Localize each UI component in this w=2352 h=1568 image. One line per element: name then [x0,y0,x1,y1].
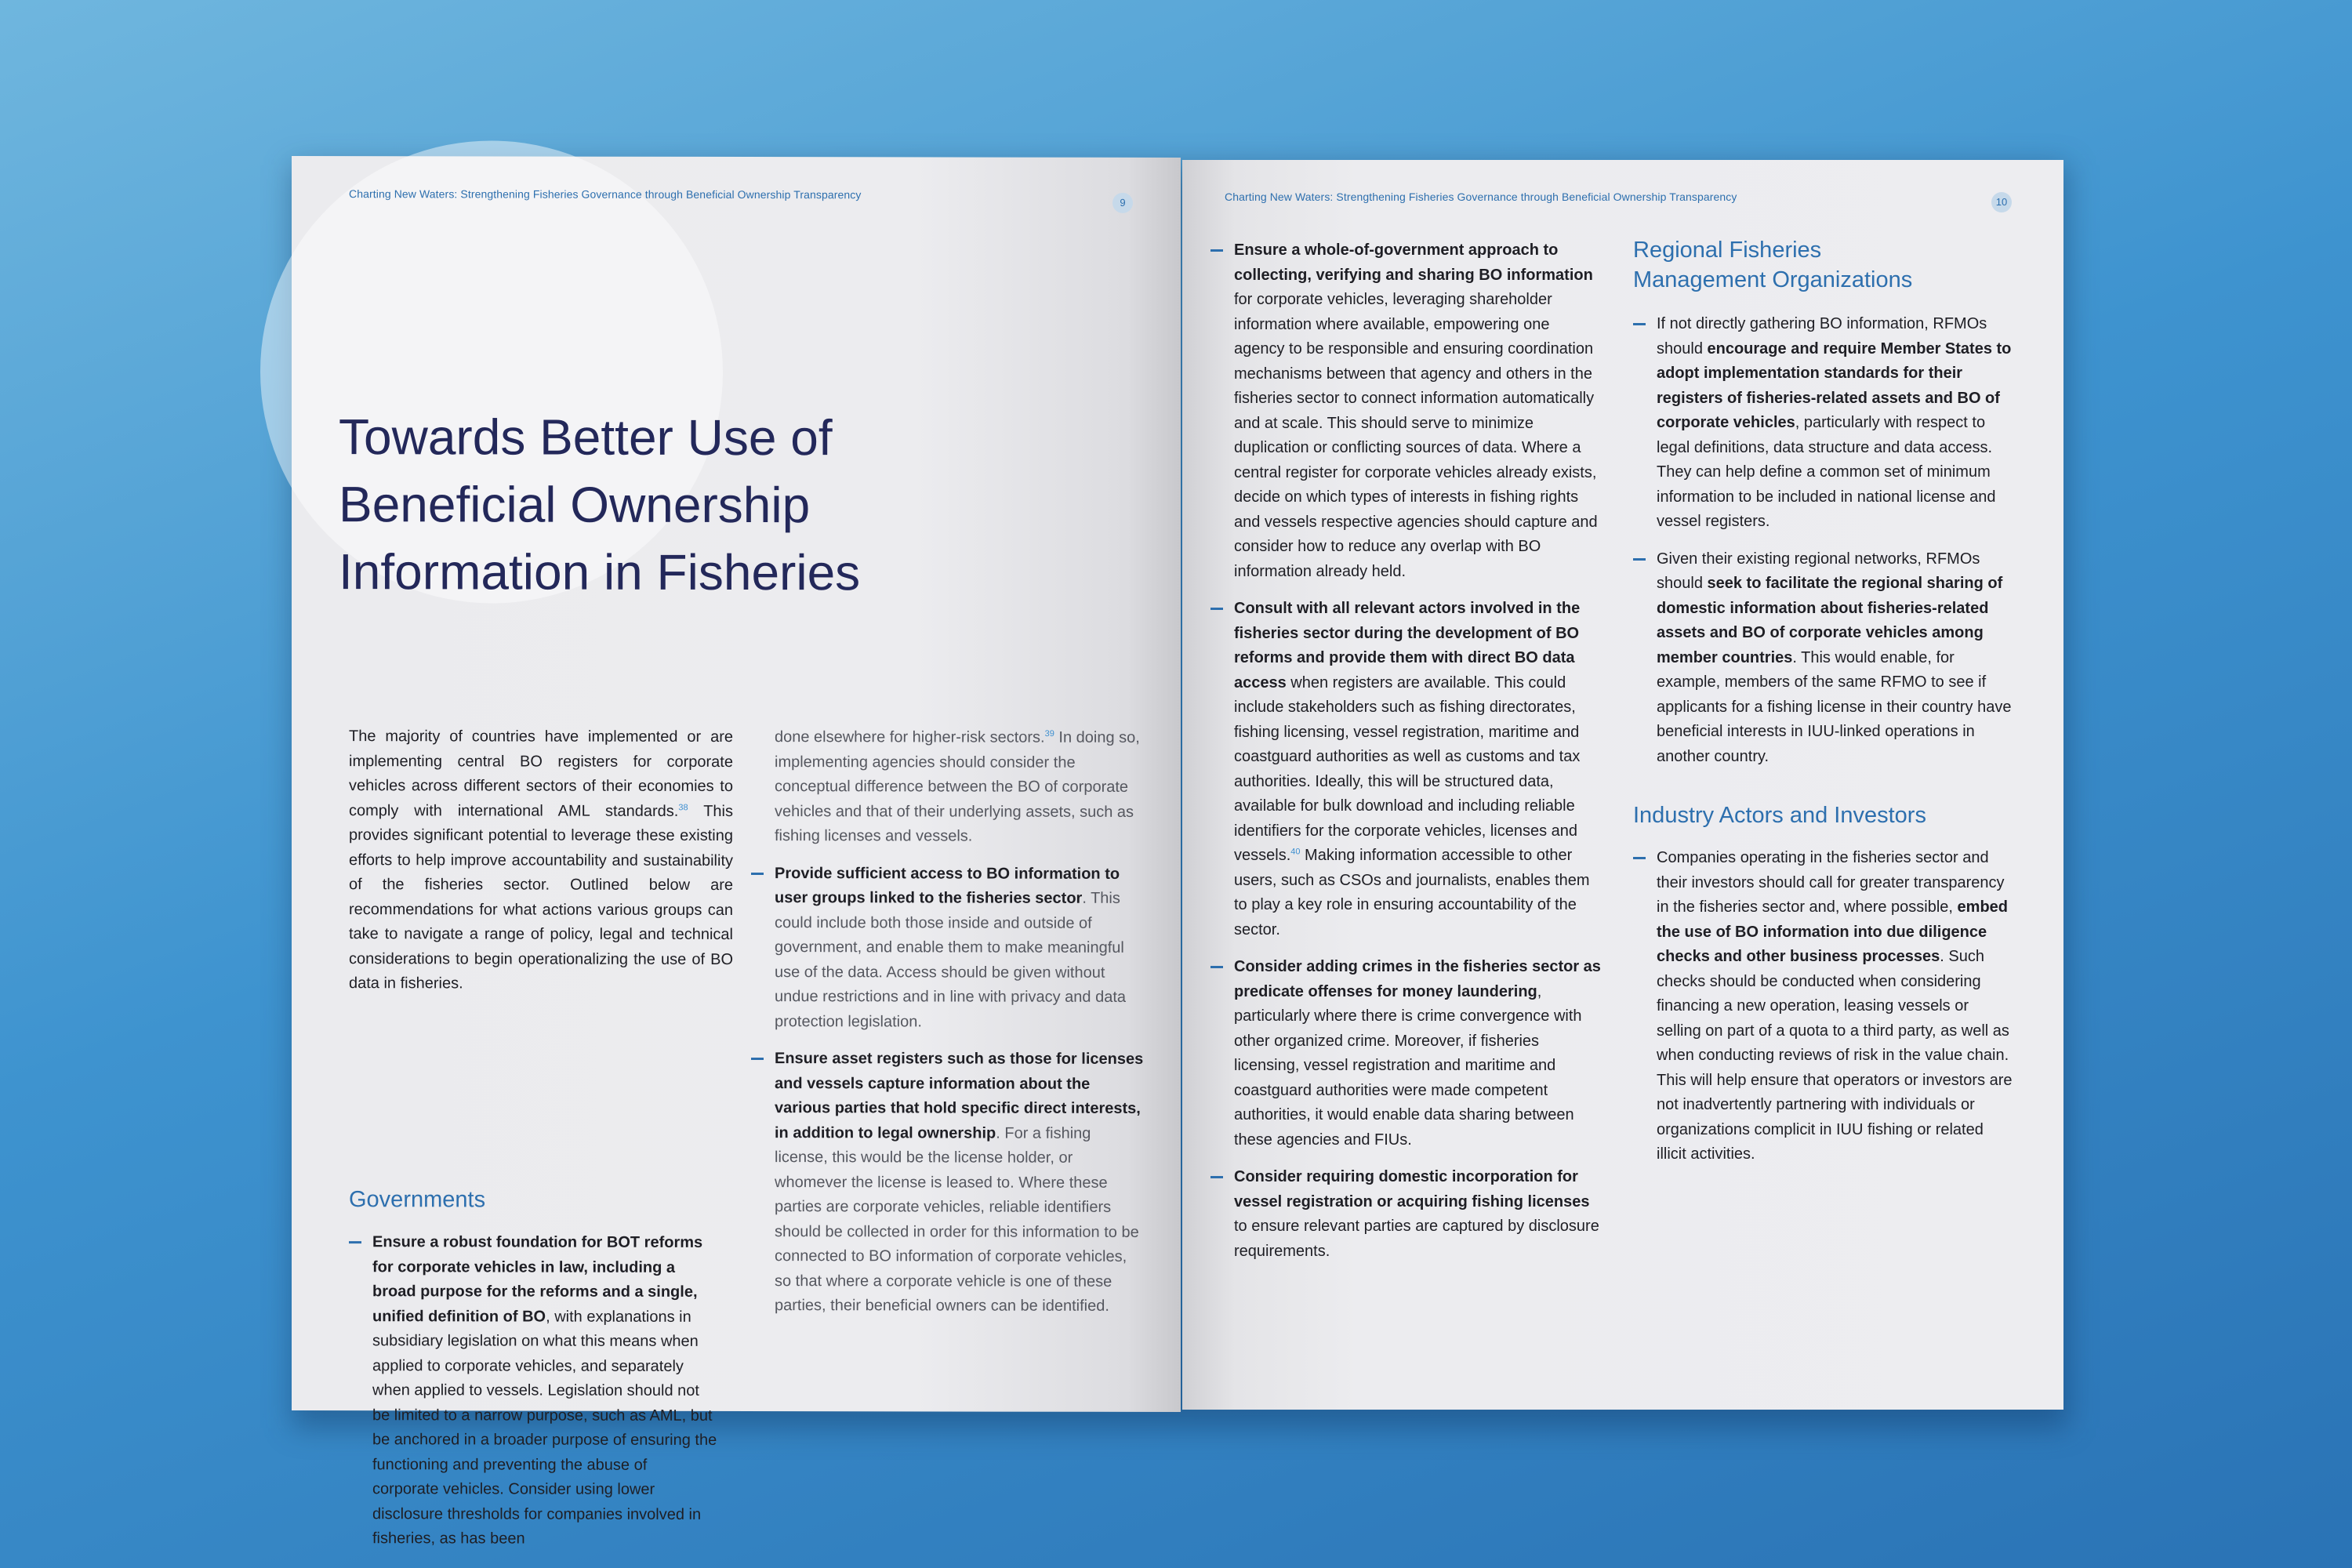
industry-bullet-1: Companies operating in the fisheries sector and their investors should call for greater transparency in the fisheries sector and, where possible, embed the use of BO information into due diligence checks and other business processes. Such checks should be conducted when considering financing a new operation, leasing vessels or selling on part of a quota to a third party, as well as when conducting reviews of risk in the value chain. This will help ensure that operators or investors are not inadvertently partnering with individuals or organizations complicit in IUU fishing or related illicit activities. [1633,846,2013,1167]
page-right [1182,160,2063,1410]
dash-icon [1633,558,1646,561]
gov-bullet-7: Consider requiring domestic incorporation for vessel registration or acquiring fishing licenses to ensure relevant parties are captured by disclosure requirements. [1210,1165,1602,1264]
governments-heading: Governments [349,1187,486,1213]
dash-icon [1210,249,1223,252]
page-number-left: 9 [1112,193,1133,213]
dash-icon [751,873,764,875]
rfmo-heading: Regional Fisheries Management Organizations [1633,238,1913,292]
dash-icon [349,1241,361,1243]
right-column-1 [1210,238,1602,1276]
dash-icon [1210,608,1223,610]
dash-icon [1633,323,1646,325]
gov-bullet-2: Provide sufficient access to BO information to user groups linked to the fisheries sector. This could include both those inside and outside of government, and enable them to make meaningful use of the data. Access should be given without undue restrictions and in line with privacy and data protection legislation. [751,862,1147,1035]
left-column-2 [775,725,1147,1331]
gov-bullet-1-continued: done elsewhere for higher-risk sectors.$^{39}$ In doing so, implementing agencies should consider the conceptual difference between the BO of corporate vehicles and that of their underlying assets, such as fishing licenses and vessels. [775,728,1140,845]
page-number-right: 10 [1991,192,2012,212]
left-column-1 [349,724,733,1009]
footnote-39: 39 [1044,729,1054,739]
gov-bullet-4: Ensure a whole-of-government approach to collecting, verifying and sharing BO information for corporate vehicles, leveraging shareholder information where available, empowering one agency to be responsible and ensuring coordination mechanisms between that agency and others in the fisheries sector to connect information automatically and at scale. This should serve to minimize duplication or conflicting sources of data. Where a central register for corporate vehicles already exists, decide on which types of interests in fishing rights and vessels respective agencies should capture and consider how to reduce any overlap with BO information already held. [1210,238,1602,584]
industry-heading: Industry Actors and Investors [1633,803,1926,828]
running-head-right: Charting New Waters: Strengthening Fisheries Governance through Beneficial Ownership Transparency [1225,191,1737,203]
intro-paragraph: The majority of countries have implemented or are implementing central BO registers for corporate vehicles across different sectors of their economies to comply with international AML standards.$^{38}$ This provides significant potential to leverage these existing efforts to help improve accountability and sustainability of the fisheries sector. Outlined below are recommendations for what actions various groups can take to navigate a range of policy, legal and technical considerations to begin operationalizing the use of BO data in fisheries. [349,728,734,993]
gov-bullet-5: Consult with all relevant actors involved in the fisheries sector during the development of BO reforms and provide them with direct BO data access when registers are available. This could include stakeholders such as fishing directorates, fishing licensing, vessel registration, maritime and coastguard authorities as well as customs and tax authorities. Ideally, this will be structured data, available for bulk download and including reliable identifiers for the corporate vehicles, licenses and vessels.$^{40}$ Making information accessible to other users, such as CSOs and journalists, enables them to play a key role in ensuring accountability of the sector. [1210,597,1602,942]
rfmo-bullet-2: Given their existing regional networks, RFMOs should seek to facilitate the regional sharing of domestic information about fisheries-related assets and BO of corporate vehicles among member countries. This would enable, for example, members of the same RFMO to see if applicants for a fishing license in their country have beneficial interests in IUU-linked operations in another country. [1633,547,2013,770]
page-left [292,156,1181,1548]
dash-icon [1210,1176,1223,1178]
dash-icon [1210,966,1223,968]
gov-bullet-1: Ensure a robust foundation for BOT reforms for corporate vehicles in law, including a broad purpose for the reforms and a single, unified definition of BO, with explanations in subsidiary legislation on what this means when applied to corporate vehicles, and separately when applied to vessels. Legislation should not be limited to a narrow purpose, such as AML, but be anchored in a broader purpose of ensuring the functioning and preventing the abuse of corporate vehicles. Consider using lower disclosure thresholds for companies involved in fisheries, as has been [349,1230,717,1552]
footnote-40: 40 [1290,847,1301,857]
rfmo-bullet-1: If not directly gathering BO information, RFMOs should encourage and require Member States to adopt implementation standards for their registers of fisheries-related assets and BO of corporate vehicles, particularly with respect to legal definitions, data structure and data access. They can help define a common set of minimum information to be included in national license and vessel registers. [1633,312,2013,535]
running-head-left: Charting New Waters: Strengthening Fisheries Governance through Beneficial Ownership Transparency [349,187,862,201]
gov-bullet-6: Consider adding crimes in the fisheries sector as predicate offenses for money laundering, particularly where there is crime convergence with other organized crime. Moreover, if fisheries licensing, vessel registration and maritime and coastguard authorities were made competent authorities, it would enable data sharing between these agencies and FIUs. [1210,955,1602,1152]
dash-icon [751,1058,764,1060]
gov-bullet-3: Ensure asset registers such as those for licenses and vessels capture information about the various parties that hold specific direct interests, in addition to legal ownership. For a fishing license, this would be the license holder, or whomever the license is leased to. Where these parties are corporate vehicles, reliable identifiers should be collected in order for this information to be connected to BO information of corporate vehicles, so that where a corporate vehicle is one of these parties, their beneficial owners can be identified. [751,1047,1147,1319]
governments-section [349,1185,717,1564]
dash-icon [1633,857,1646,859]
footnote-38: 38 [678,802,688,812]
page-title: Towards Better Use of Beneficial Ownership Information in Fisheries [339,408,861,601]
right-column-2 [1633,235,2013,1180]
